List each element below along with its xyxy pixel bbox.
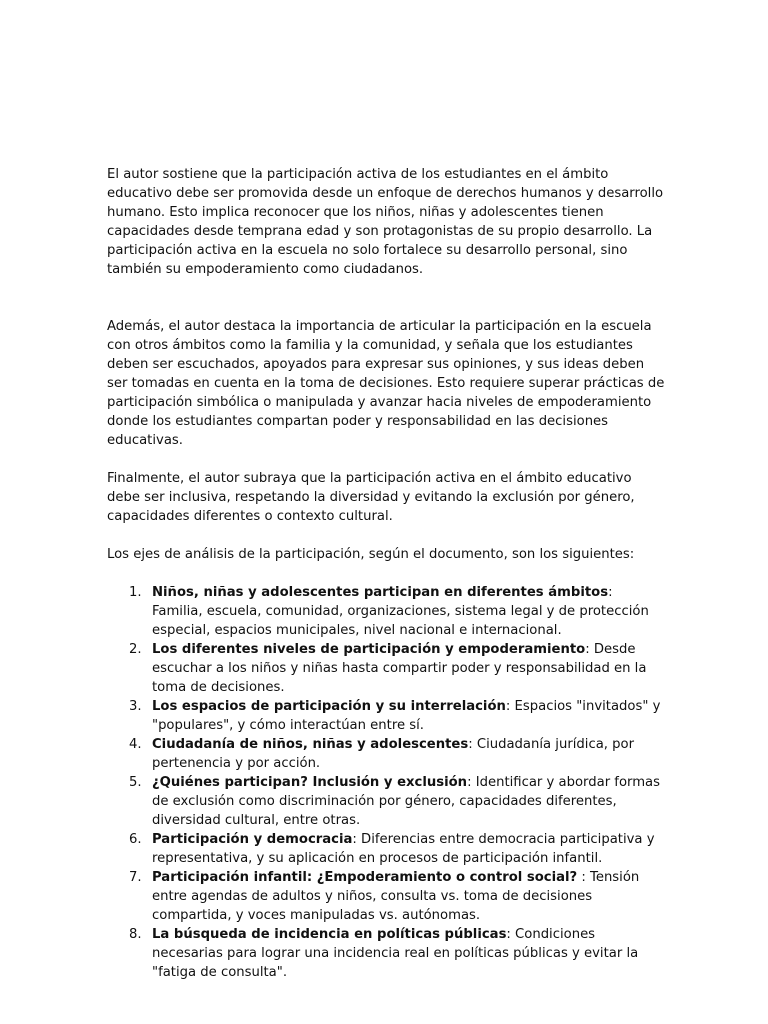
list-item (107, 583, 667, 640)
document-body (107, 165, 667, 982)
list-item (107, 925, 667, 982)
list-item-number: 6. (129, 832, 142, 847)
list-item-number: 5. (129, 775, 142, 790)
list-item (107, 640, 667, 697)
list-item (107, 735, 667, 773)
list-item-description: : Diferencias entre democracia participativa y representativa, y su aplicación en procesos de participación infantil. (152, 832, 655, 866)
list-item-term: ¿Quiénes participan? Inclusión y exclusión (152, 775, 468, 790)
paragraph-intro: El autor sostiene que la participación activa de los estudiantes en el ámbito educativo debe ser promovida desde un enfoque de derechos humanos y desarrollo humano. Esto implica reconocer que los niños, niñas y adolescentes tienen capacidades desde temprana edad y son protagonistas de su propio desarrollo. La participación activa en la escuela no solo fortalece su desarrollo personal, sino también su empoderamiento como ciudadanos. (107, 167, 664, 277)
list-item-term: Los espacios de participación y su interrelación (152, 699, 506, 714)
list-item-term: Niños, niñas y adolescentes participan en diferentes ámbitos (152, 585, 609, 600)
list-item-description: : Desde escuchar a los niños y niñas hasta compartir poder y responsabilidad en la toma de decisiones. (152, 642, 647, 695)
paragraph-inclusion: Finalmente, el autor subraya que la participación activa en el ámbito educativo debe ser inclusiva, respetando la diversidad y evitando la exclusión por género, capacidades diferentes o contexto cultural. (107, 471, 635, 524)
list-item-number: 7. (129, 870, 142, 885)
list-item-description: : Familia, escuela, comunidad, organizaciones, sistema legal y de protección especial, espacios municipales, nivel nacional e internacional. (152, 585, 649, 638)
list-item (107, 697, 667, 735)
list-item-description: : Tensión entre agendas de adultos y niños, consulta vs. toma de decisiones compartida, y voces manipuladas vs. autónomas. (152, 870, 640, 923)
paragraph-articulation: Además, el autor destaca la importancia de articular la participación en la escuela con otros ámbitos como la familia y la comunidad, y señala que los estudiantes deben ser escuchados, apoyados para expresar sus opiniones, y sus ideas deben ser tomadas en cuenta en la toma de decisiones. Esto requiere superar prácticas de participación simbólica o manipulada y avanzar hacia niveles de empoderamiento donde los estudiantes compartan poder y responsabilidad en las decisiones educativas. (107, 319, 665, 448)
list-item (107, 773, 667, 830)
list-item-description: : Espacios "invitados" y "populares", y cómo interactúan entre sí. (152, 699, 661, 733)
list-item-term: Participación infantil: ¿Empoderamiento o control social? (152, 870, 578, 885)
list-item-number: 1. (129, 585, 142, 600)
list-item-term: Participación y democracia (152, 832, 353, 847)
list-item-number: 2. (129, 642, 142, 657)
list-item (107, 830, 667, 868)
list-item-number: 3. (129, 699, 142, 714)
list-item-description: : Condiciones necesarias para lograr una incidencia real en políticas públicas y evitar la "fatiga de consulta". (152, 927, 639, 980)
list-item-term: La búsqueda de incidencia en políticas públicas (152, 927, 507, 942)
analysis-axes-list (107, 583, 667, 982)
list-item-term: Los diferentes niveles de participación y empoderamiento (152, 642, 586, 657)
list-item-description: : Ciudadanía jurídica, por pertenencia y por acción. (152, 737, 635, 771)
list-item-term: Ciudadanía de niños, niñas y adolescentes (152, 737, 469, 752)
list-item (107, 868, 667, 925)
list-item-number: 8. (129, 927, 142, 942)
list-item-number: 4. (129, 737, 142, 752)
paragraph-list-intro: Los ejes de análisis de la participación, según el documento, son los siguientes: (107, 547, 635, 562)
list-item-description: : Identificar y abordar formas de exclusión como discriminación por género, capacidades diferentes, diversidad cultural, entre otras. (152, 775, 661, 828)
